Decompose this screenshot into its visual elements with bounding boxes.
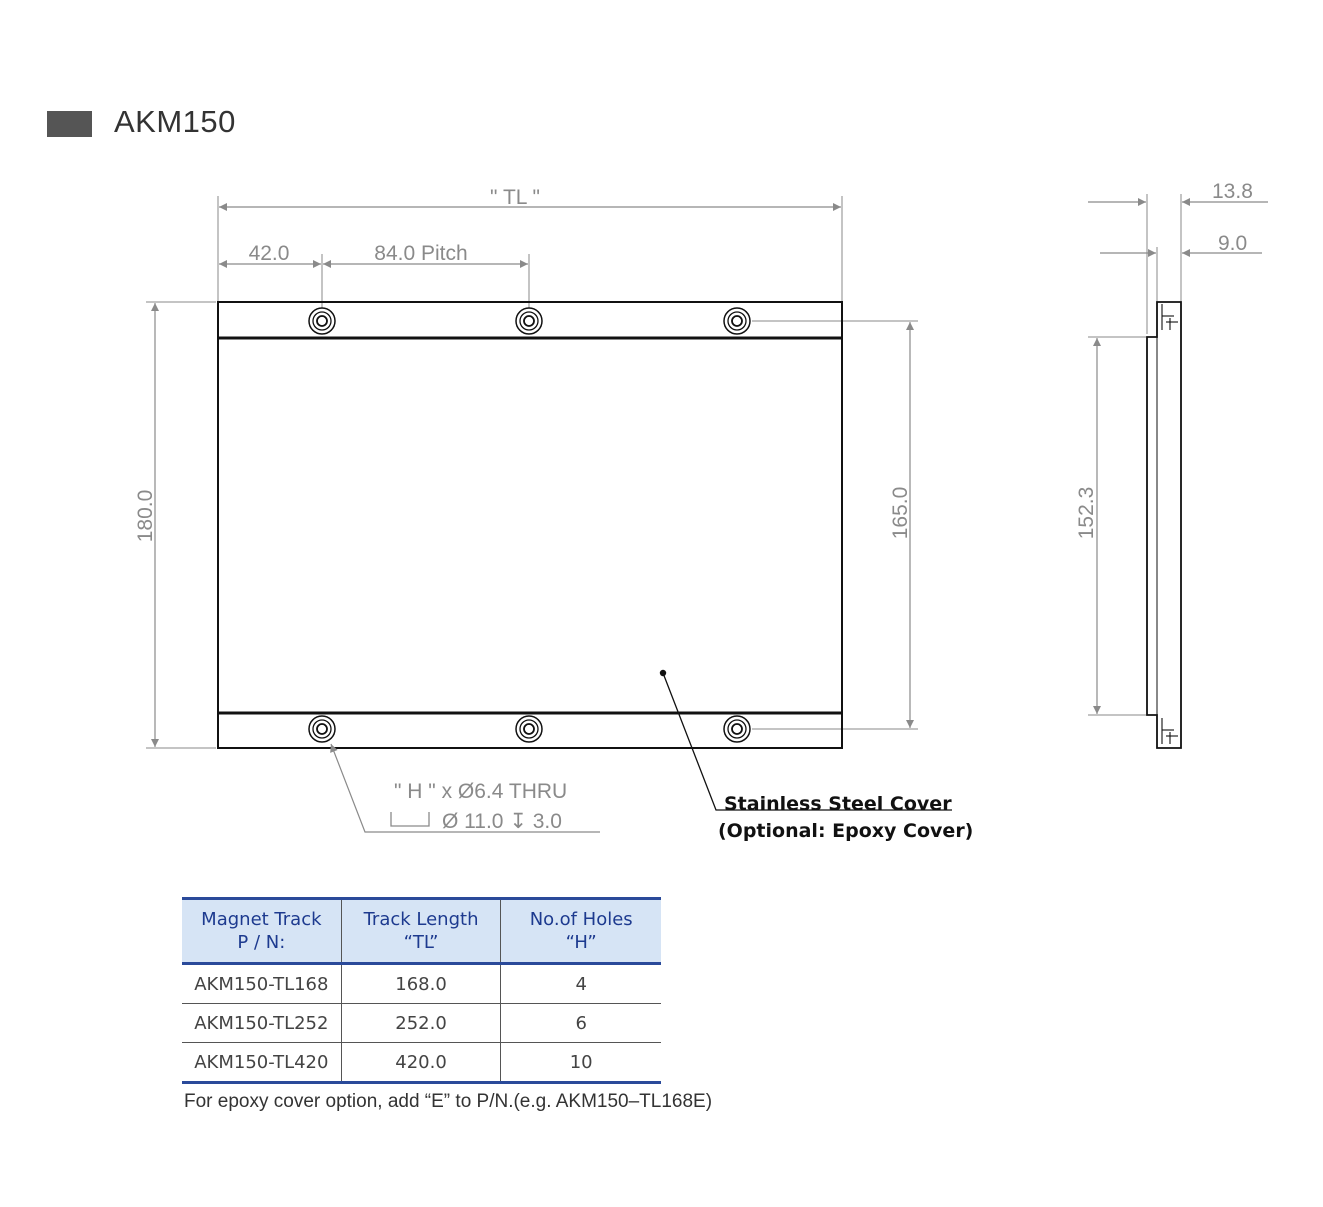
mounting-hole: [516, 716, 542, 742]
header-track-length: Track Length “TL”: [341, 899, 501, 964]
dim-total-length: " TL ": [490, 186, 540, 209]
dim-thickness: 13.8: [1212, 180, 1253, 203]
front-dimension-lines: [155, 207, 910, 747]
hole-callout: [331, 744, 600, 833]
table-row: [182, 1043, 661, 1083]
table-row: [182, 1004, 661, 1043]
cell-track-length: 252.0: [341, 1004, 501, 1043]
cell-track-length: 420.0: [341, 1043, 501, 1083]
cell-part-number: AKM150-TL420: [182, 1043, 341, 1083]
cell-hole-count: 6: [501, 1004, 661, 1043]
cover-callout: [660, 670, 974, 842]
dim-base: 9.0: [1218, 232, 1248, 255]
mounting-hole: [724, 716, 750, 742]
header-hole-count: No.of Holes “H”: [501, 899, 661, 964]
cover-callout-subtitle: (Optional: Epoxy Cover): [718, 820, 974, 842]
front-extension-lines: [146, 196, 918, 748]
table-row: [182, 964, 661, 1004]
header-part-number: Magnet Track P / N:: [182, 899, 341, 964]
epoxy-footnote: For epoxy cover option, add “E” to P/N.(e.g. AKM150–TL168E): [184, 1091, 713, 1112]
dim-pitch: 84.0 Pitch: [374, 242, 468, 265]
track-plate-outline: [218, 302, 842, 748]
dim-cover-height: 152.3: [1075, 486, 1098, 540]
cell-track-length: 168.0: [341, 964, 501, 1004]
mounting-hole: [516, 308, 542, 334]
dim-end-offset: 42.0: [248, 242, 290, 265]
front-view: [134, 186, 973, 842]
mounting-hole: [724, 308, 750, 334]
table-header-row: [182, 899, 661, 964]
hole-note-counterbore: Ø 11.0 ↧ 3.0: [442, 810, 562, 833]
mounting-holes: [309, 308, 750, 742]
mounting-hole: [309, 308, 335, 334]
cell-part-number: AKM150-TL252: [182, 1004, 341, 1043]
cover-leader-line: [663, 673, 952, 810]
side-dimension-lines: [1088, 202, 1268, 714]
cover-callout-title: Stainless Steel Cover: [724, 793, 952, 815]
side-hole-markers: [1162, 304, 1178, 744]
mounting-hole: [309, 716, 335, 742]
dim-hole-spacing: 165.0: [889, 486, 912, 540]
side-extension-lines: [1088, 194, 1181, 715]
side-profile: [1147, 302, 1181, 748]
dim-height: 180.0: [134, 489, 157, 543]
cell-part-number: AKM150-TL168: [182, 964, 341, 1004]
page-title: AKM150: [114, 104, 236, 139]
hole-note-thru: " H " x Ø6.4 THRU: [394, 780, 568, 803]
cell-hole-count: 4: [501, 964, 661, 1004]
part-number-table: [182, 897, 661, 1084]
side-view: [1075, 180, 1268, 748]
counterbore-icon: [391, 812, 429, 826]
cell-hole-count: 10: [501, 1043, 661, 1083]
